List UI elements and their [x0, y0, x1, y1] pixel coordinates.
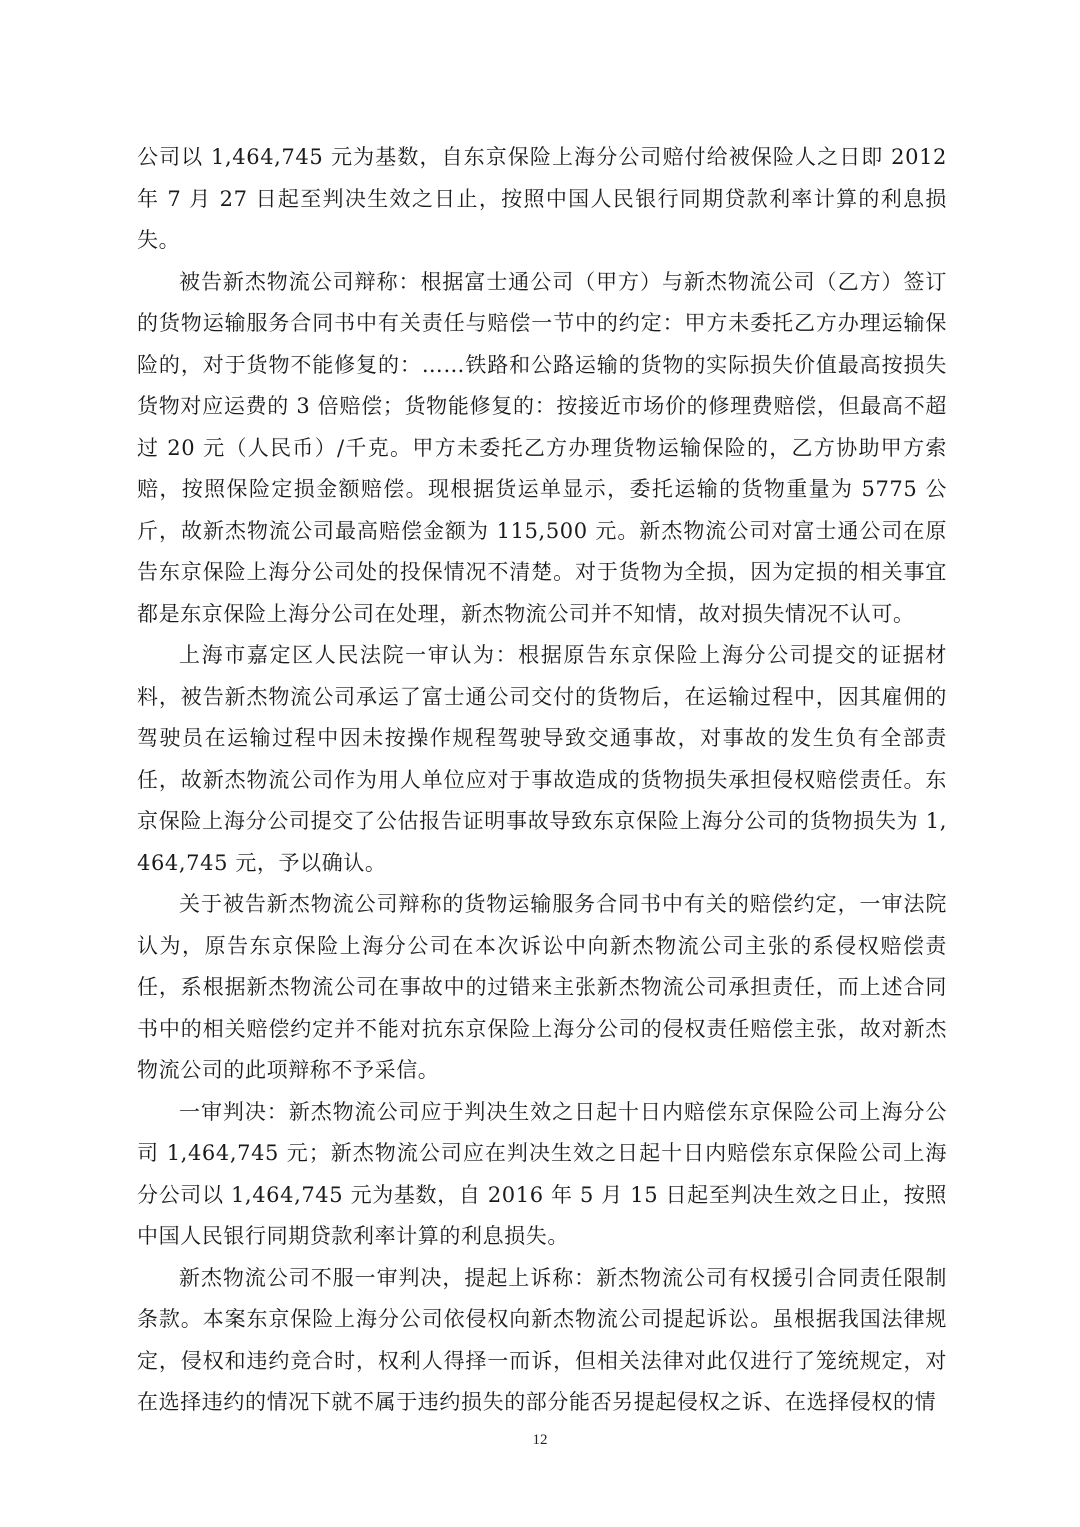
paragraph-1: 公司以 1,464,745 元为基数，自东京保险上海分公司赔付给被保险人之日即 2012 年 7 月 27 日起至判决生效之日止，按照中国人民银行同期贷款利率计算的利息损失。: [137, 145, 947, 252]
paragraph-4: 关于被告新杰物流公司辩称的货物运输服务合同书中有关的赔偿约定，一审法院认为，原告东京保险上海分公司在本次诉讼中向新杰物流公司主张的系侵权赔偿责任，系根据新杰物流公司在事故中的过错来主张新杰物流公司承担责任，而上述合同书中的相关赔偿约定并不能对抗东京保险上海分公司的侵权责任赔偿主张，故对新杰物流公司的此项辩称不予采信。: [137, 892, 947, 1082]
page-number: 12: [532, 1432, 548, 1448]
paragraph-6: 新杰物流公司不服一审判决，提起上诉称：新杰物流公司有权援引合同责任限制条款。本案东京保险上海分公司依侵权向新杰物流公司提起诉讼。虽根据我国法律规定，侵权和违约竞合时，权利人得择一而诉，但相关法律对此仅进行了笼统规定，对在选择违约的情况下就不属于违约损失的部分能否另提起侵权之诉、在选择侵权的情: [137, 1265, 947, 1414]
document-body: [137, 137, 947, 1424]
paragraph-5: 一审判决：新杰物流公司应于判决生效之日起十日内赔偿东京保险公司上海分公司 1,464,745 元；新杰物流公司应在判决生效之日起十日内赔偿东京保险公司上海分公司以 1,464,745 元为基数，自 2016 年 5 月 15 日起至判决生效之日止，按照中国人民银行同期贷款利率计算的利息损失。: [137, 1099, 947, 1248]
paragraph-3: 上海市嘉定区人民法院一审认为：根据原告东京保险上海分公司提交的证据材料，被告新杰物流公司承运了富士通公司交付的货物后，在运输过程中，因其雇佣的驾驶员在运输过程中因未按操作规程驾驶导致交通事故，对事故的发生负有全部责任，故新杰物流公司作为用人单位应对于事故造成的货物损失承担侵权赔偿责任。东京保险上海分公司提交了公估报告证明事故导致东京保险上海分公司的货物损失为 1,464,745 元，予以确认。: [137, 643, 947, 875]
paragraph-2: 被告新杰物流公司辩称：根据富士通公司（甲方）与新杰物流公司（乙方）签订的货物运输服务合同书中有关责任与赔偿一节中的约定：甲方未委托乙方办理运输保险的，对于货物不能修复的：……铁路和公路运输的货物的实际损失价值最高按损失货物对应运费的 3 倍赔偿；货物能修复的：按接近市场价的修理费赔偿，但最高不超过 20 元（人民币）/千克。甲方未委托乙方办理货物运输保险的，乙方协助甲方索赔，按照保险定损金额赔偿。现根据货运单显示，委托运输的货物重量为 5775 公斤，故新杰物流公司最高赔偿金额为 115,500 元。新杰物流公司对富士通公司在原告东京保险上海分公司处的投保情况不清楚。对于货物为全损，因为定损的相关事宜都是东京保险上海分公司在处理，新杰物流公司并不知情，故对损失情况不认可。: [137, 269, 947, 626]
